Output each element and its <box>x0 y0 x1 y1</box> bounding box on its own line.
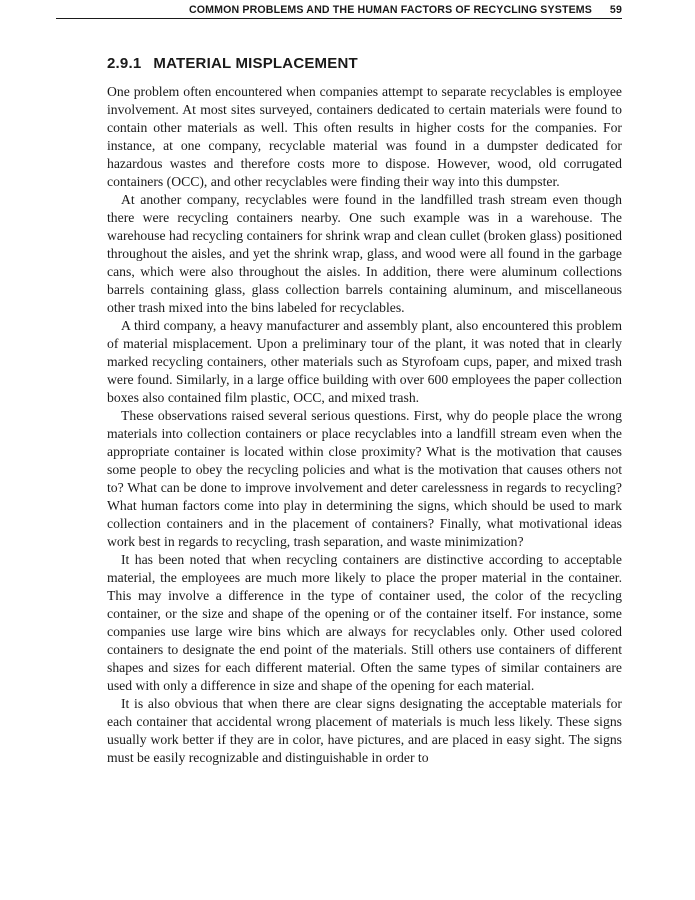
paragraph-2: At another company, recyclables were found in the landfilled trash stream even though there were recycling containers nearby. One such example was in a warehouse. The warehouse had recycling containers for shrink wrap and clean cullet (broken glass) positioned throughout the aisles, and yet the shrink wrap, glass, and wood were all found in the garbage cans, which were also throughout the aisles. In addition, there were aluminum collections barrels containing glass, glass collection barrels containing aluminum, and miscellaneous other trash mixed into the bins labeled for recyclables. <box>107 192 622 315</box>
section-number: 2.9.1 <box>107 55 142 72</box>
paragraph-6: It is also obvious that when there are clear signs designating the acceptable materials for each container that accidental wrong placement of materials is much less likely. These signs usually work better if they are in color, have pictures, and are placed in easy sight. The signs must be easily recognizable and distinguishable in order to <box>107 696 622 765</box>
body-text <box>107 83 622 767</box>
page-number: 59 <box>609 4 622 16</box>
running-head <box>56 4 622 19</box>
paragraph-4: These observations raised several serious questions. First, why do people place the wrong materials into collection containers or place recyclables into a landfill stream even when the appropriate container is located within close proximity? What is the motivation that causes some people to obey the recycling policies and what is the motivation that causes others not to? What can be done to improve involvement and deter carelessness in regards to recycling? What human factors come into play in determining the signs, which should be used to mark collection containers and in the placement of containers? Finally, what motivational ideas work best in regards to recycling, trash separation, and waste minimization? <box>107 408 622 549</box>
section-heading <box>107 55 358 72</box>
section-title: MATERIAL MISPLACEMENT <box>153 55 358 72</box>
paragraph-5: It has been noted that when recycling containers are distinctive according to acceptable material, the employees are much more likely to place the proper material in the container. This may involve a difference in the type of container used, the color of the recycling container, or the size and shape of the opening or of the container itself. For instance, some companies use large wire bins which are always for recyclables only. Other used colored containers to designate the end point of the materials. Still others use containers of different shapes and sizes for each different material. Often the same types of similar containers are used with only a difference in size and shape of the opening for each material. <box>107 552 622 693</box>
running-head-title: COMMON PROBLEMS AND THE HUMAN FACTORS OF RECYCLING SYSTEMS <box>188 4 592 16</box>
paragraph-1: One problem often encountered when companies attempt to separate recyclables is employee involvement. At most sites surveyed, containers dedicated to certain materials were found to contain other materials as well. This often results in higher costs for the companies. For instance, at one company, recyclable material was found in a dumpster dedicated for hazardous wastes and therefore costs more to dispose. However, wood, old corrugated containers (OCC), and other recyclables were finding their way into this dumpster. <box>107 84 622 189</box>
paragraph-3: A third company, a heavy manufacturer and assembly plant, also encountered this problem of material misplacement. Upon a preliminary tour of the plant, it was noted that in clearly marked recycling containers, other materials such as Styrofoam cups, paper, and mixed trash were found. Similarly, in a large office building with over 600 employees the paper collection boxes also contained film plastic, OCC, and mixed trash. <box>107 318 622 405</box>
